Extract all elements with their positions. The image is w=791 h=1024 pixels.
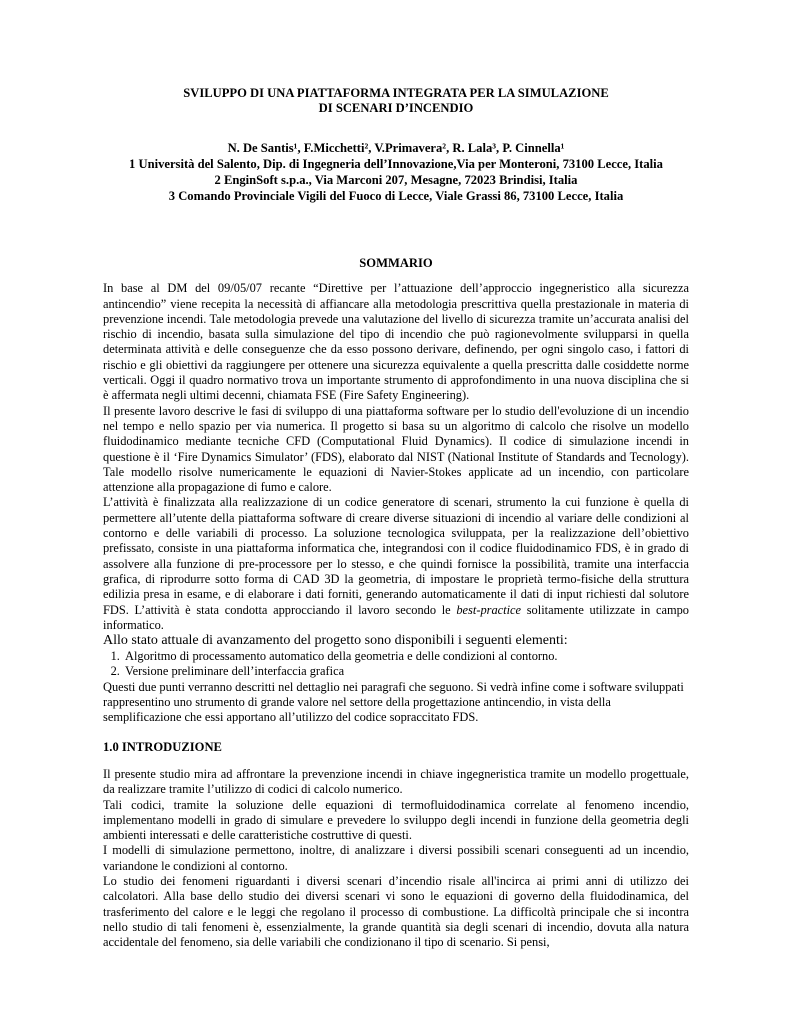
abstract-heading: SOMMARIO (359, 256, 433, 270)
author-block (103, 140, 689, 204)
intro-body (103, 767, 689, 951)
best-practice-term: best-practice (456, 602, 522, 617)
abstract-paragraph-4: Allo stato attuale di avanzamento del progetto sono disponibili i seguenti elementi: (103, 633, 568, 649)
intro-paragraph-3: I modelli di simulazione permettono, inoltre, di analizzare i diversi possibili scenari conseguenti ad un incendio, variandone le condizioni al contorno. (103, 843, 689, 873)
list-item: 1. Algoritmo di processamento automatico della geometria e delle condizioni al contorno. (123, 649, 689, 664)
paper-title (103, 86, 689, 116)
abstract-paragraph-5: Questi due punti verranno descritti nel dettaglio nei paragrafi che seguono. Si vedrà infine come i software sviluppati rappresentino uno strumento di grande valore nel settore della progettazione antincendio, in vista della semplificazione che essi apportano all’utilizzo del codice sopraccitato FDS. (103, 679, 684, 725)
author-list: N. De Santis¹, F.Micchetti², V.Primavera², R. Lala³, P. Cinnella¹ (227, 141, 565, 155)
intro-paragraph-1: Il presente studio mira ad affrontare la prevenzione incendi in chiave ingegneristica tramite un modello progettuale, da realizzare tramite l’utilizzo di codici di calcolo numerico. (103, 766, 689, 797)
list-item: 2. Versione preliminare dell’interfaccia grafica (123, 664, 689, 679)
document-page (103, 86, 689, 950)
elements-list (103, 649, 689, 680)
abstract-body (103, 281, 689, 725)
abstract-paragraph-2: Il presente lavoro descrive le fasi di sviluppo di una piattaforma software per lo studio dell'evoluzione di un incendio nel tempo e nello spazio per via numerica. Il progetto si basa su un algoritmo di calcolo che risolve un modello fluidodinamico mediante tecniche CFD (Computational Fluid Dynamics). Il codice di simulazione incendi in questione è il ‘Fire Dynamics Simulator’ (FDS), elaborato dal NIST (National Institute of Standards and Tecnology). Tale modello risolve numericamente le equazioni di Navier-Stokes applicate ad un incendio, con particolare attenzione alla propagazione di fumo e calore. (103, 403, 689, 495)
abstract-paragraph-3 (103, 495, 689, 633)
abstract-paragraph-1: In base al DM del 09/05/07 recante “Direttive per l’attuazione dell’approccio ingegneristico alla sicurezza antincendio” viene recepita la necessità di affiancare alla metodologia prescrittiva quella prestazionale in materia di prevenzione incendi. Tale metodologia prevede una valutazione del livello di sicurezza tramite un’accurata analisi del rischio di incendio, basata sulla simulazione del tipo di incendio che può ragionevolmente svilupparsi in quella determinata attività e delle conseguenze che da esso possono derivare, definendo, per ogni singolo caso, i fattori di rischio e gli obiettivi da raggiungere per ottenere una sicurezza equivalente a quella prescritta dalle cosiddette norme verticali. Oggi il quadro normativo trova un importante strumento di approfondimento in una nuova disciplina che si è affermata negli ultimi decenni, chiamata FSE (Fire Safety Engineering). (103, 281, 689, 403)
affiliation-1: 1 Università del Salento, Dip. di Ingegneria dell’Innovazione,Via per Monteroni, 73100 Lecce, Italia (129, 157, 663, 171)
intro-paragraph-4: Lo studio dei fenomeni riguardanti i diversi scenari d’incendio risale all'incirca ai primi anni di utilizzo dei calcolatori. Alla base dello studio dei diversi scenari vi sono le equazioni di governo della fluidodinamica, del trasferimento del calore e le leggi che regolano il processo di combustione. La difficoltà principale che si incontra nello studio di tali fenomeni è, essenzialmente, la grande quantità sia degli scenari di incendio, dovuta alla natura accidentale del fenomeno, sia delle variabili che condizionano il tipo di scenario. Si pensi, (103, 873, 689, 950)
abstract-paragraph-3-text: L’attività è finalizzata alla realizzazione di un codice generatore di scenari, strumento la cui funzione è quella di permettere all’utente della piattaforma software di creare diverse situazioni di incendio al variare delle condizioni al contorno e delle variabili di processo. La soluzione tecnologica sviluppata, per la realizzazione dell’obiettivo prefissato, consiste in una piattaforma informatica che, integrandosi con il codice fluidodinamico FDS, è in grado di assolvere alla funzione di pre-processore per lo stesso, e che quindi fornisce la possibilità, tramite una interfaccia grafica, di riprodurre sotto forma di CAD 3D la geometria, di impostare le proprietà termo-fisiche della struttura edilizia presa in esame, e di elaborare i dati forniti, generando automaticamente il dati di input richiesti dal solutore FDS. L’attività è stata condotta approcciando il lavoro secondo le (103, 495, 689, 617)
intro-paragraph-2: Tali codici, tramite la soluzione delle equazioni di termofluidodinamica correlate al fenomeno incendio, implementano modelli in grado di simulare e prevedere lo sviluppo degli incendi in funzione della geometria degli ambienti interessati e delle caratteristiche costruttive di questi. (103, 797, 689, 843)
title-line-2: DI SCENARI D’INCENDIO (318, 101, 474, 115)
affiliation-3: 3 Comando Provinciale Vigili del Fuoco di Lecce, Viale Grassi 86, 73100 Lecce, Italia (168, 189, 624, 203)
title-line-1: SVILUPPO DI UNA PIATTAFORMA INTEGRATA PER LA SIMULAZIONE (183, 86, 609, 100)
affiliation-2: 2 EnginSoft s.p.a., Via Marconi 207, Mesagne, 72023 Brindisi, Italia (214, 173, 578, 187)
intro-heading: 1.0 INTRODUZIONE (103, 739, 222, 754)
abstract-paragraph-3-tail: solitamente utilizzate in campo informatico. (103, 602, 689, 632)
